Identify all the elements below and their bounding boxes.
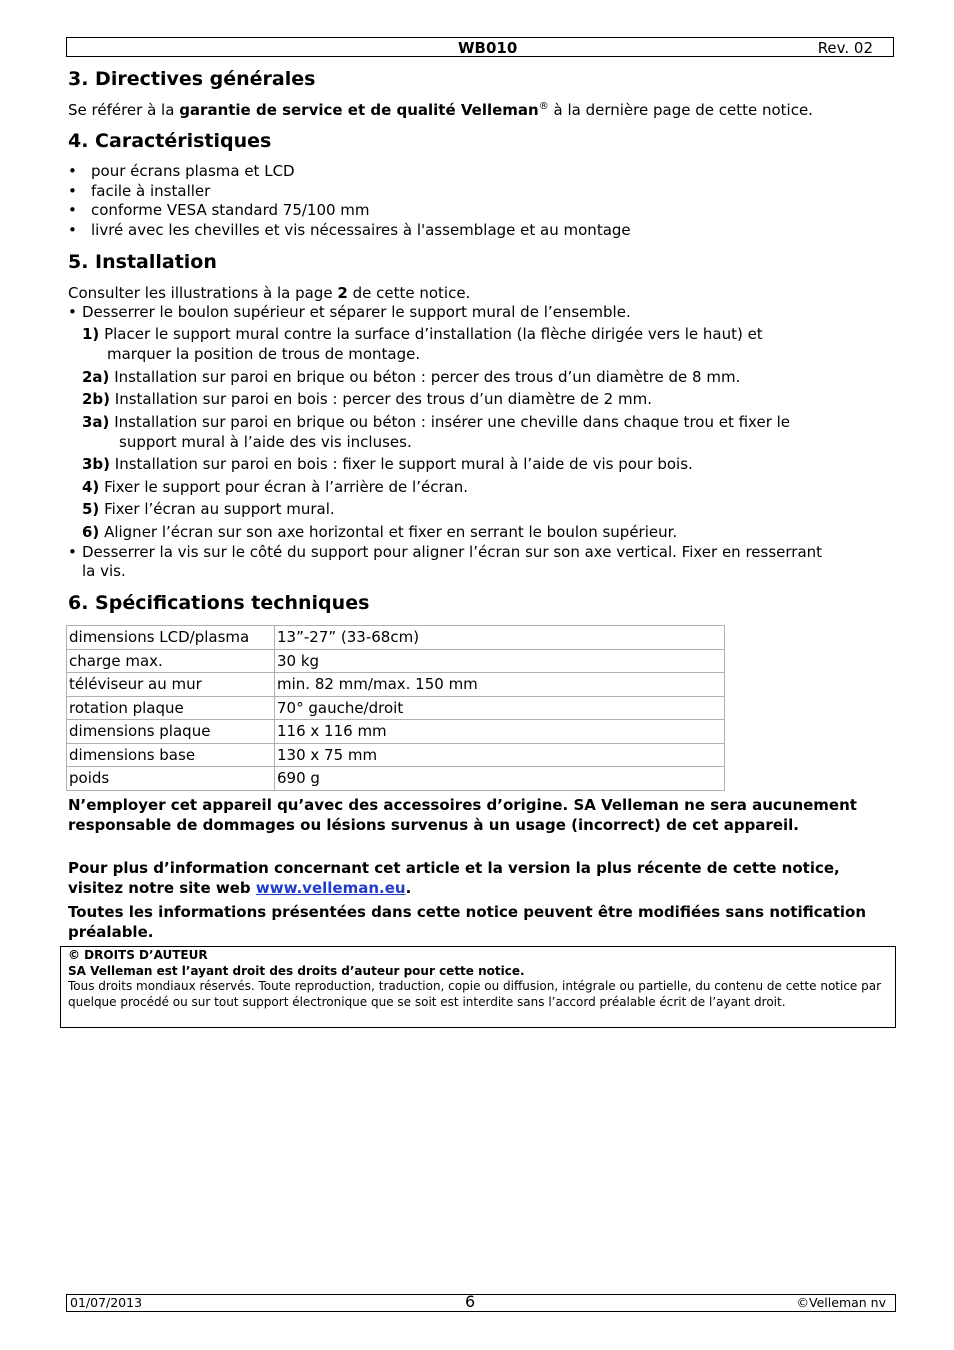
step-text: Installation sur paroi en brique ou béton : percer des trous d’un diamètre de 8 mm. <box>109 368 741 386</box>
feature-item: • conforme VESA standard 75/100 mm <box>68 201 631 221</box>
bullet-dot: • <box>68 303 77 321</box>
step-number: 2b) <box>82 390 111 408</box>
spec-label: poids <box>67 767 275 791</box>
step-2b <box>82 390 652 408</box>
step-number: 4) <box>82 478 100 496</box>
step-text: Installation sur paroi en bois : fixer le support mural à l’aide de vis pour bois. <box>110 455 693 473</box>
footer-date: 01/07/2013 <box>70 1295 143 1310</box>
spec-value: 13”-27” (33-68cm) <box>275 626 725 650</box>
specifications-table <box>66 625 725 791</box>
copyright-body: Tous droits mondiaux réservés. Toute reproduction, traduction, copie ou diffusion, intégrale ou partielle, du contenu de cette notice par quelque procédé ou sur tout support électronique que se soit est interdite sans l’accord préalable écrit de l’ayant droit. <box>68 979 882 1009</box>
table-row <box>67 626 725 650</box>
footer-copyright: ©Velleman nv <box>796 1295 886 1310</box>
spec-value: 116 x 116 mm <box>275 720 725 744</box>
registered-mark: ® <box>538 101 549 112</box>
installation-intro <box>68 284 470 302</box>
spec-label: dimensions plaque <box>67 720 275 744</box>
step-number: 3b) <box>82 455 111 473</box>
step-number: 1) <box>82 325 100 343</box>
bullet-text: Desserrer le boulon supérieur et séparer le support mural de l’ensemble. <box>82 303 631 321</box>
bullet-text: Desserrer la vis sur le côté du support pour aligner l’écran sur son axe vertical. Fixer en resserrant <box>82 543 823 561</box>
feature-item: • facile à installer <box>68 182 631 202</box>
spec-value: 690 g <box>275 767 725 791</box>
step-text: Installation sur paroi en bois : percer des trous d’un diamètre de 2 mm. <box>110 390 652 408</box>
spec-label: téléviseur au mur <box>67 673 275 697</box>
spec-value: 30 kg <box>275 649 725 673</box>
table-row <box>67 673 725 697</box>
step-number: 6) <box>82 523 100 541</box>
step-number: 2a) <box>82 368 110 386</box>
installation-bullet-2-cont: la vis. <box>82 562 126 580</box>
step-number: 5) <box>82 500 100 518</box>
step-text: Aligner l’écran sur son axe horizontal et fixer en serrant le boulon supérieur. <box>99 523 678 541</box>
spec-label: dimensions LCD/plasma <box>67 626 275 650</box>
footer-bar <box>66 1294 896 1312</box>
step-2a <box>82 368 740 386</box>
intro-suffix: de cette notice. <box>347 284 471 302</box>
spec-value: 70° gauche/droit <box>275 696 725 720</box>
section3-text-bold: garantie de service et de qualité Velleman <box>179 101 539 119</box>
accessories-note: N’employer cet appareil qu’avec des accessoires d’origine. SA Velleman ne sera aucunement responsable de dommages ou lésions survenus à un usage (incorrect) de cet appareil. <box>68 796 857 834</box>
spec-value: min. 82 mm/max. 150 mm <box>275 673 725 697</box>
copyright-box <box>60 946 896 1028</box>
section3-text-suffix: à la dernière page de cette notice. <box>548 101 813 119</box>
step-text: Placer le support mural contre la surface d’installation (la flèche dirigée vers le haut) et <box>99 325 763 343</box>
table-row <box>67 720 725 744</box>
step-1 <box>82 325 763 343</box>
features-list <box>68 162 631 240</box>
step-text: Fixer le support pour écran à l’arrière de l’écran. <box>99 478 469 496</box>
section6-title: 6. Spécifications techniques <box>68 592 370 614</box>
spec-label: rotation plaque <box>67 696 275 720</box>
revision: Rev. 02 <box>817 39 873 57</box>
bullet-dot: • <box>68 543 77 561</box>
section5-title: 5. Installation <box>68 251 217 273</box>
intro-page-ref: 2 <box>337 284 348 302</box>
section3-text <box>68 101 813 119</box>
table-row <box>67 696 725 720</box>
section3-text-prefix: Se référer à la <box>68 101 180 119</box>
intro-prefix: Consulter les illustrations à la page <box>68 284 338 302</box>
header-bar <box>66 37 894 57</box>
velleman-link[interactable]: www.velleman.eu <box>255 879 406 897</box>
step-5 <box>82 500 335 518</box>
step-3a <box>82 413 790 431</box>
page-number: 6 <box>465 1292 476 1311</box>
copyright-title: © DROITS D’AUTEUR <box>68 948 208 962</box>
section4-title: 4. Caractéristiques <box>68 130 272 152</box>
step-3a-cont: support mural à l’aide des vis incluses. <box>119 433 412 451</box>
copyright-owner: SA Velleman est l’ayant droit des droits d’auteur pour cette notice. <box>68 963 525 978</box>
model-number: WB010 <box>458 39 518 57</box>
info-text: Pour plus d’information concernant cet article et la version la plus récente de cette notice, visitez notre site web <box>68 859 840 897</box>
step-4 <box>82 478 468 496</box>
table-row <box>67 743 725 767</box>
table-row <box>67 767 725 791</box>
info-end: . <box>405 879 412 897</box>
feature-item: • livré avec les chevilles et vis nécessaires à l'assemblage et au montage <box>68 221 631 241</box>
table-row <box>67 649 725 673</box>
info-note <box>68 858 898 898</box>
changes-note: Toutes les informations présentées dans cette notice peuvent être modifiées sans notification préalable. <box>68 903 867 941</box>
step-text: Installation sur paroi en brique ou béton : insérer une cheville dans chaque trou et fixer le <box>109 413 791 431</box>
feature-item: • pour écrans plasma et LCD <box>68 162 631 182</box>
step-1-cont: marquer la position de trous de montage. <box>107 345 421 363</box>
step-text: Fixer l’écran au support mural. <box>99 500 335 518</box>
step-6 <box>82 523 677 541</box>
step-number: 3a) <box>82 413 110 431</box>
spec-label: dimensions base <box>67 743 275 767</box>
section3-title: 3. Directives générales <box>68 68 316 90</box>
spec-value: 130 x 75 mm <box>275 743 725 767</box>
step-3b <box>82 455 693 473</box>
spec-label: charge max. <box>67 649 275 673</box>
